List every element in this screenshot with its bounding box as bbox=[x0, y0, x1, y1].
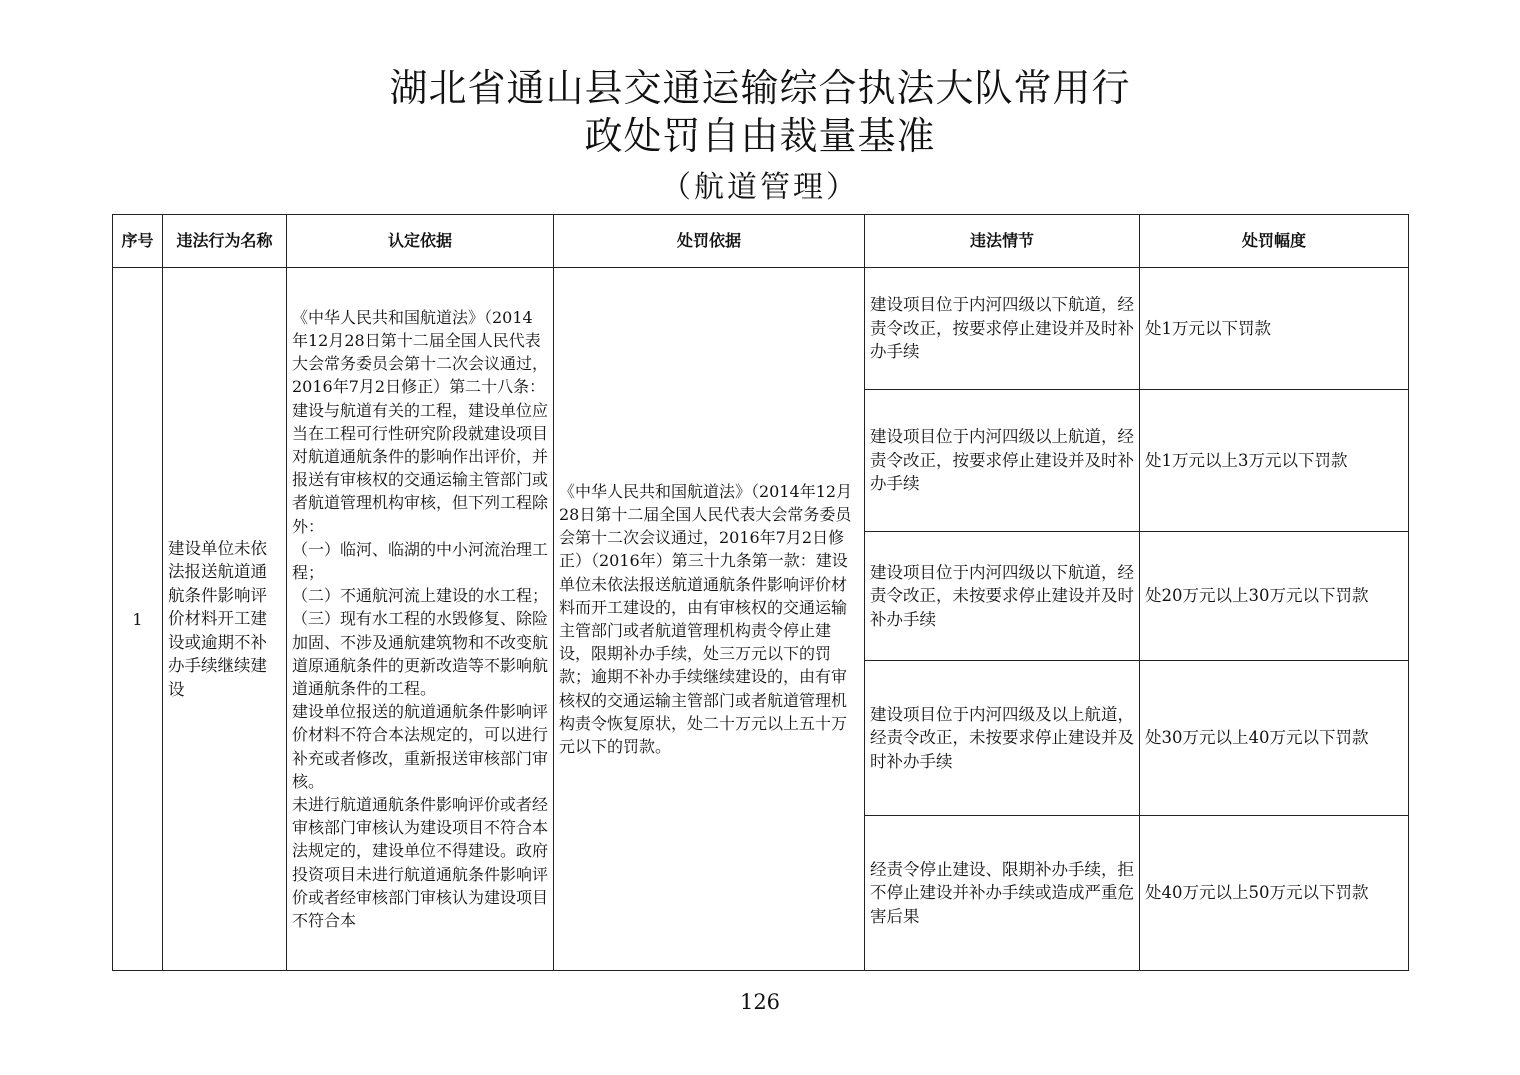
violation-name-cell: 建设单位未依法报送航道通航条件影响评价材料开工建设或逾期不补办手续继续建设 bbox=[163, 268, 287, 971]
circumstance-cell-3: 建设项目位于内河四级以下航道，经责令改正，未按要求停止建设并及时补办手续 bbox=[865, 532, 1140, 661]
document-title-line-1: 湖北省通山县交通运输综合执法大队常用行 bbox=[389, 66, 1131, 110]
basis-paragraph: （二）不通航河流上建设的水工程； bbox=[292, 586, 549, 606]
page-number: 126 bbox=[739, 990, 781, 1014]
header-penalty-basis: 处罚依据 bbox=[554, 215, 865, 268]
basis-paragraph: 未进行航道通航条件影响评价或者经审核部门审核认为建设项目不符合本法规定的，建设单位不得建设。政府投资项目未进行航道通航条件影响评价或者经审核部门审核认为建设项目不符合本 bbox=[292, 795, 549, 931]
header-penalty-range: 处罚幅度 bbox=[1140, 215, 1409, 268]
header-determination-basis: 认定依据 bbox=[287, 215, 554, 268]
penalty-range-cell-5: 处40万元以上50万元以下罚款 bbox=[1140, 816, 1409, 971]
penalty-range-cell-1: 处1万元以下罚款 bbox=[1140, 268, 1409, 390]
header-violation-name: 违法行为名称 bbox=[163, 215, 287, 268]
document-subtitle: （航道管理） bbox=[661, 170, 859, 205]
row-seq: 1 bbox=[113, 268, 163, 971]
penalty-range-cell-2: 处1万元以上3万元以下罚款 bbox=[1140, 390, 1409, 532]
basis-paragraph: 建设单位报送的航道通航条件影响评价材料不符合本法规定的，可以进行补充或者修改，重新报送审核部门审核。 bbox=[292, 702, 549, 791]
penalty-basis-cell: 《中华人民共和国航道法》（2014年12月28日第十二届全国人民代表大会常务委员会第十二次会议通过，2016年7月2日修正）（2016年）第三十九条第一款：建设单位未依法报送航道通航条件影响评价材料而开工建设的，由有审核权的交通运输主管部门或者航道管理机构责令停止建设，限期补办手续，处三万元以下的罚款；逾期不补办手续继续建设的，由有审核权的交通运输主管部门或者航道管理机构责令恢复原状，处二十万元以上五十万元以下的罚款。 bbox=[554, 268, 865, 971]
table-header-row bbox=[113, 215, 1409, 268]
header-seq: 序号 bbox=[113, 215, 163, 268]
circumstance-cell-4: 建设项目位于内河四级及以上航道，经责令改正，未按要求停止建设并及时补办手续 bbox=[865, 661, 1140, 816]
table-row bbox=[113, 268, 1409, 390]
circumstance-cell-2: 建设项目位于内河四级以上航道，经责令改正，按要求停止建设并及时补办手续 bbox=[865, 390, 1140, 532]
header-circumstances: 违法情节 bbox=[865, 215, 1140, 268]
penalty-range-cell-3: 处20万元以上30万元以下罚款 bbox=[1140, 532, 1409, 661]
document-title-line-2: 政处罚自由裁量基准 bbox=[584, 114, 936, 158]
circumstance-cell-1: 建设项目位于内河四级以下航道，经责令改正，按要求停止建设并及时补办手续 bbox=[865, 268, 1140, 390]
determination-basis-cell bbox=[287, 268, 554, 971]
circumstance-cell-5: 经责令停止建设、限期补办手续，拒不停止建设并补办手续或造成严重危害后果 bbox=[865, 816, 1140, 971]
basis-paragraph: （一）临河、临湖的中小河流治理工程； bbox=[292, 539, 549, 582]
penalty-standard-table bbox=[112, 214, 1409, 971]
basis-paragraph: （三）现有水工程的水毁修复、除险加固、不涉及通航建筑物和不改变航道原通航条件的更新改造等不影响航道通航条件的工程。 bbox=[292, 609, 549, 698]
penalty-range-cell-4: 处30万元以上40万元以下罚款 bbox=[1140, 661, 1409, 816]
basis-paragraph: 《中华人民共和国航道法》（2014年12月28日第十二届全国人民代表大会常务委员会第十二次会议通过，2016年7月2日修正）第二十八条：建设与航道有关的工程，建设单位应当在工程可行性研究阶段就建设项目对航道通航条件的影响作出评价，并报送有审核权的交通运输主管部门或者航道管理机构审核，但下列工程除外： bbox=[292, 307, 549, 536]
